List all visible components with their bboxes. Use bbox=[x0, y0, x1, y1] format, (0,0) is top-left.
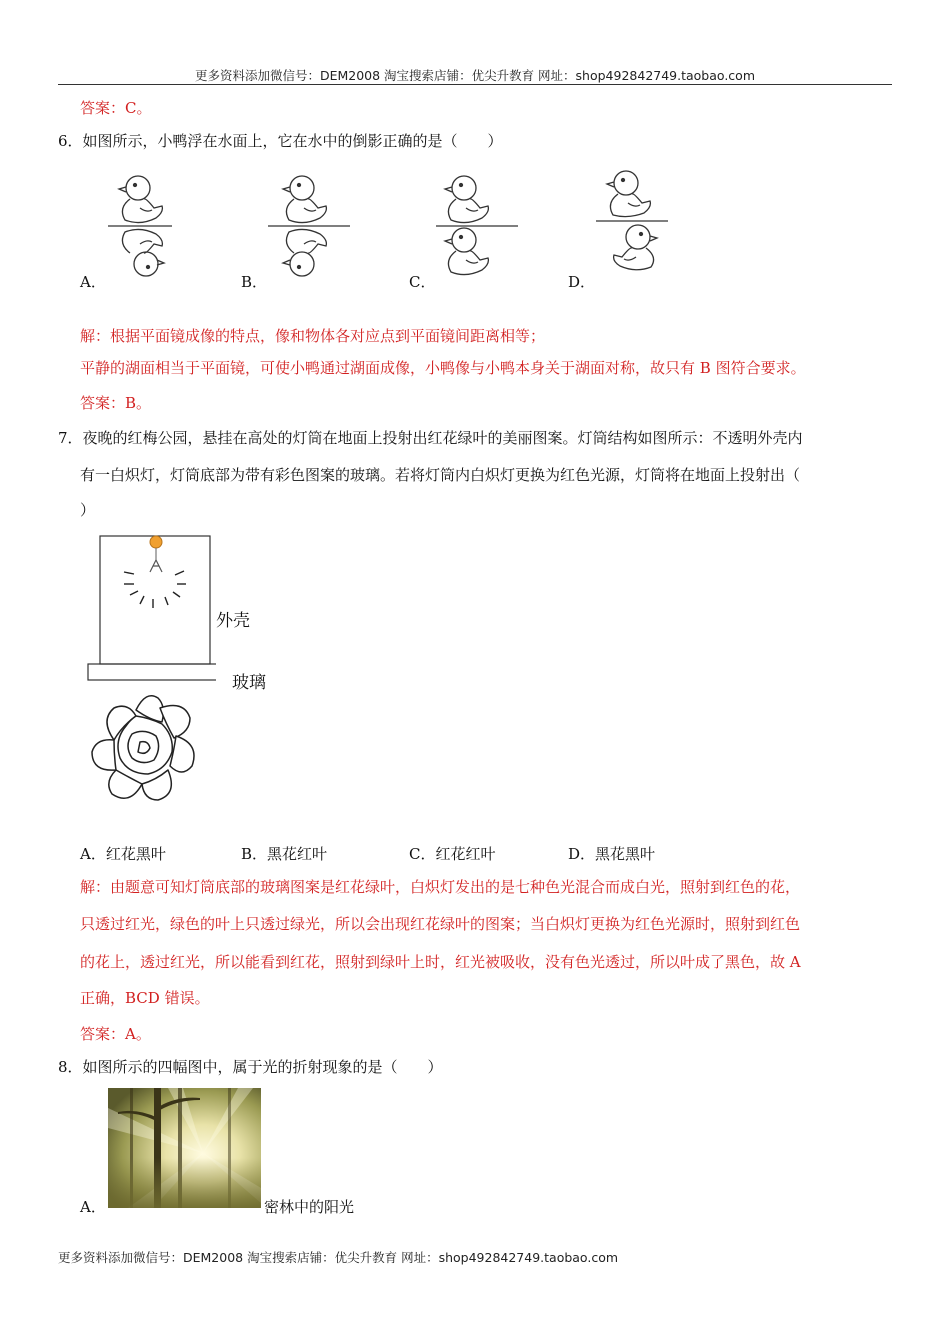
forest-sunlight-photo bbox=[108, 1088, 261, 1208]
q7-solution-line-3: 的花上，透过红光，所以能看到红花，照射到绿叶上时，红光被吸收，没有色光透过，所以叶成了黑色，故 A bbox=[80, 953, 801, 971]
lamp-figure bbox=[86, 534, 216, 686]
duck-figure-b bbox=[262, 168, 352, 283]
q7-solution-line-1: 解：由题意可知灯筒底部的玻璃图案是红花绿叶，白炽灯发出的是七种色光混合而成白光，照射到红色的花， bbox=[80, 878, 801, 896]
page-header: 更多资料添加微信号：DEM2008 淘宝搜索店铺：优尖升教育 网址：shop492842749.taobao.com bbox=[194, 68, 756, 83]
duck-figure-c bbox=[432, 168, 522, 283]
q7-option-d: D．黑花黑叶 bbox=[568, 845, 656, 863]
q7-option-c: C．红花红叶 bbox=[409, 845, 496, 863]
q8-option-a-letter: A． bbox=[80, 1198, 106, 1216]
q7-option-a: A．红花黑叶 bbox=[80, 845, 166, 863]
q6-option-a: A． bbox=[80, 273, 106, 291]
q6-option-b: B． bbox=[241, 273, 268, 291]
q6-solution-line-1: 解：根据平面镜成像的特点，像和物体各对应点到平面镜间距离相等； bbox=[80, 327, 546, 345]
q6-option-c: C． bbox=[409, 273, 436, 291]
q7-answer: 答案：A。 bbox=[80, 1025, 151, 1043]
q6-answer: 答案：B。 bbox=[80, 394, 152, 412]
duck-figure-a bbox=[100, 168, 180, 283]
q7-solution-line-4: 正确，BCD 错误。 bbox=[80, 989, 210, 1007]
duck-figure-d bbox=[594, 165, 674, 280]
q5-answer: 答案：C。 bbox=[80, 99, 152, 117]
q7-stem-line-2: 有一白炽灯，灯筒底部为带有彩色图案的玻璃。若将灯筒内白炽灯更换为红色光源，灯筒将在地面上投射出（ bbox=[80, 466, 801, 484]
flower-figure bbox=[86, 690, 206, 820]
q6-solution-line-2: 平静的湖面相当于平面镜，可使小鸭通过湖面成像，小鸭像与小鸭本身关于湖面对称，故只有 B 图符合要求。 bbox=[80, 359, 806, 377]
q8-option-a-caption: 密林中的阳光 bbox=[264, 1198, 355, 1216]
label-glass: 玻璃 bbox=[232, 673, 266, 693]
q7-solution-line-2: 只透过红光，绿色的叶上只透过绿光，所以会出现红花绿叶的图案；当白炽灯更换为红色光源时，照射到红色 bbox=[80, 915, 801, 933]
q7-stem-line-3: ） bbox=[80, 501, 96, 519]
page-footer: 更多资料添加微信号：DEM2008 淘宝搜索店铺：优尖升教育 网址：shop492842749.taobao.com bbox=[58, 1250, 619, 1265]
q6-stem: 6．如图所示，小鸭浮在水面上，它在水中的倒影正确的是（ ） bbox=[58, 132, 503, 150]
q6-option-d: D． bbox=[568, 273, 596, 291]
q7-stem-line-1: 7．夜晚的红梅公园，悬挂在高处的灯筒在地面上投射出红花绿叶的美丽图案。灯筒结构如图所示：不透明外壳内 bbox=[58, 429, 803, 447]
label-shell: 外壳 bbox=[216, 611, 250, 631]
q8-stem: 8．如图所示的四幅图中，属于光的折射现象的是（ ） bbox=[58, 1058, 443, 1076]
q7-option-b: B．黑花红叶 bbox=[241, 845, 328, 863]
header-divider bbox=[58, 84, 892, 85]
